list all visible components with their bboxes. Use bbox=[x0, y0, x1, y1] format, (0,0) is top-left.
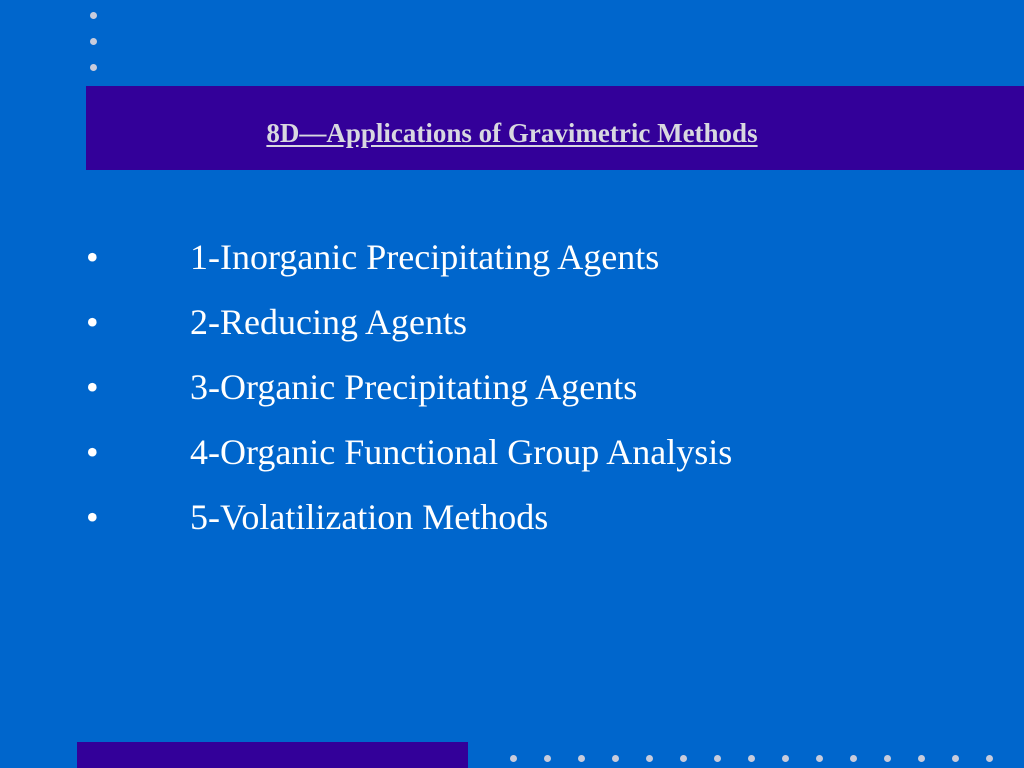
decorative-dot bbox=[544, 755, 551, 762]
bottom-band bbox=[77, 742, 468, 768]
bullet-list bbox=[86, 234, 732, 559]
decorative-dot bbox=[510, 755, 517, 762]
decorative-dot bbox=[952, 755, 959, 762]
list-item-text: 4-Organic Functional Group Analysis bbox=[190, 432, 733, 472]
decorative-dot bbox=[90, 12, 97, 19]
decorative-dot bbox=[918, 755, 925, 762]
list-item bbox=[86, 234, 732, 299]
decorative-dot bbox=[986, 755, 993, 762]
list-item bbox=[86, 429, 732, 494]
decorative-dot bbox=[782, 755, 789, 762]
bullet-icon: • bbox=[86, 497, 99, 537]
list-item bbox=[86, 364, 732, 429]
decorative-dot bbox=[90, 64, 97, 71]
list-item-text: 3-Organic Precipitating Agents bbox=[190, 367, 638, 407]
decorative-dot bbox=[714, 755, 721, 762]
list-item bbox=[86, 299, 732, 364]
decorative-dot bbox=[884, 755, 891, 762]
slide-title: 8D—Applications of Gravimetric Methods bbox=[266, 118, 758, 148]
decorative-dot bbox=[850, 755, 857, 762]
decorative-dot bbox=[680, 755, 687, 762]
list-item-text: 1-Inorganic Precipitating Agents bbox=[190, 237, 660, 277]
decorative-dot bbox=[816, 755, 823, 762]
decorative-dot bbox=[612, 755, 619, 762]
bullet-icon: • bbox=[86, 302, 99, 342]
bullet-icon: • bbox=[86, 367, 99, 407]
bullet-icon: • bbox=[86, 237, 99, 277]
list-item-text: 2-Reducing Agents bbox=[190, 302, 467, 342]
decorative-dot bbox=[748, 755, 755, 762]
list-item-text: 5-Volatilization Methods bbox=[190, 497, 549, 537]
bullet-icon: • bbox=[86, 432, 99, 472]
decorative-dot bbox=[90, 38, 97, 45]
list-item bbox=[86, 494, 732, 559]
decorative-dot bbox=[578, 755, 585, 762]
decorative-dot bbox=[646, 755, 653, 762]
